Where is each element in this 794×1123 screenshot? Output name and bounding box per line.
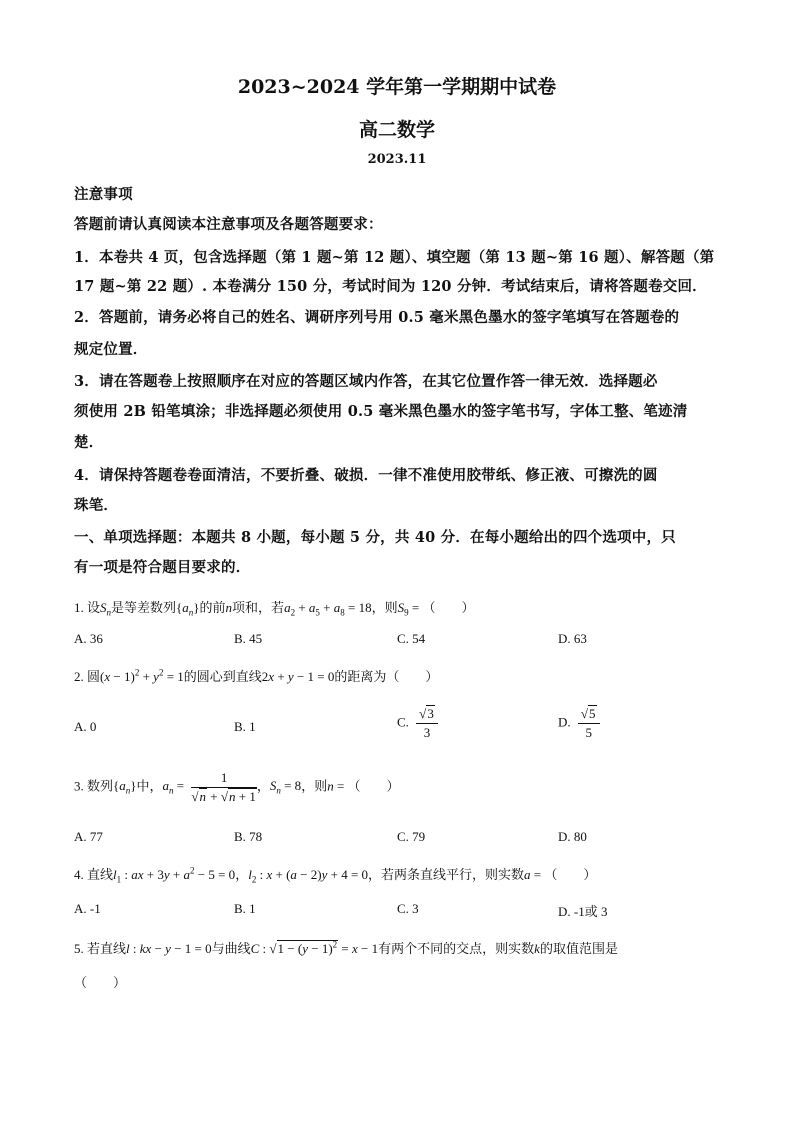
notice-intro: 答题前请认真阅读本注意事项及各题答题要求： xyxy=(74,216,383,233)
question-2 xyxy=(74,666,438,685)
q-text: 是等差数列 xyxy=(111,600,177,615)
notice-line: 1．本卷共 4 页，包含选择题（第 1 题~第 12 题）、填空题（第 13 题~第 16 题）、解答题（第 xyxy=(74,249,715,266)
question-3 xyxy=(74,770,400,805)
q-text: ，则 xyxy=(301,778,328,794)
q-text: 中， xyxy=(136,778,163,794)
q-text: 5. 若直线 xyxy=(74,941,127,956)
fraction: $\frac{√5}{5}$ xyxy=(578,706,600,741)
exam-subject: 高二数学 xyxy=(358,119,435,141)
option-d-label: D. xyxy=(558,714,571,730)
exam-date: 2023.11 xyxy=(367,152,427,167)
formula: $a_2 + a_5 + a_8 = 18$ xyxy=(284,600,372,618)
option-d: D. -1或 3 xyxy=(558,904,608,919)
formula: n xyxy=(225,600,233,615)
frac-num: 3 xyxy=(427,706,434,721)
option-a: A. 77 xyxy=(74,829,103,844)
q-text: 的前 xyxy=(199,600,226,615)
option-b: B. 1 xyxy=(234,901,256,916)
option-a: A. 0 xyxy=(74,719,97,734)
exam-title: 2023~2024 学年第一学期期中试卷 xyxy=(237,76,557,98)
notice-line: 楚． xyxy=(74,434,104,451)
formula: $a_n$ = xyxy=(162,778,188,797)
formula: l : kx − y − 1 = 0 xyxy=(126,941,212,956)
q-text: 与曲线 xyxy=(211,941,251,956)
q-text: ，若两条直线平行，则实数 xyxy=(368,867,525,882)
q-text: 1. 设 xyxy=(74,600,101,615)
q-text: （ ） xyxy=(422,600,475,615)
option-c: C. 3 xyxy=(397,901,419,916)
option-d: D. 63 xyxy=(558,631,587,646)
frac-num: 5 xyxy=(589,706,596,721)
formula: $l_1$ : ax + $3y + a^2 - 5 = 0$ xyxy=(113,865,236,885)
notice-line: 珠笔． xyxy=(74,497,119,514)
q-text: 项和，若 xyxy=(232,600,285,615)
option-c xyxy=(397,706,438,741)
formula: $(x - 1)^2 + y^2 = 1$ xyxy=(100,667,184,684)
q-text: ， xyxy=(235,867,249,882)
question-5 xyxy=(74,938,618,957)
q-text: ，则 xyxy=(371,600,398,615)
option-a: A. 36 xyxy=(74,631,103,646)
q-text: 的取值范围是 xyxy=(539,941,618,956)
question-4 xyxy=(74,864,596,885)
option-b: B. 1 xyxy=(234,719,256,734)
option-d: D. 80 xyxy=(558,829,587,844)
frac-den: √n + √n + 1 xyxy=(191,789,256,804)
notice-line: 4．请保持答题卷卷面清洁，不要折叠、破损．一律不准使用胶带纸、修正液、可擦洗的圆 xyxy=(74,467,658,484)
q-text: 4. 直线 xyxy=(74,867,114,882)
formula: C : $√1 - (y - 1)^2 = x - 1$ xyxy=(250,939,379,956)
q-text: （ ） xyxy=(544,867,597,882)
formula: $\{a_n\}$ xyxy=(176,600,200,618)
fraction: $\frac{√3}{3}$ xyxy=(416,706,438,741)
notice-line: 须使用 2B 铅笔填涂；非选择题必须使用 0.5 毫米黑色墨水的签字笔书写，字体工整、笔迹清 xyxy=(74,403,688,420)
option-c-label: C. xyxy=(397,714,409,730)
q-text: 3. 数列 xyxy=(74,778,114,794)
question-1 xyxy=(74,597,474,618)
section-heading: 一、单项选择题：本题共 8 小题，每小题 5 分，共 40 分．在每小题给出的四个选项中，只 xyxy=(74,529,676,546)
fraction xyxy=(191,770,256,805)
notice-heading: 注意事项 xyxy=(74,186,133,203)
option-d xyxy=(558,706,600,741)
notice-line: 17 题~第 22 题）. 本卷满分 150 分，考试时间为 120 分钟．考试结束后，请将答题卷交回． xyxy=(74,278,707,295)
q-text: 的圆心到直线 xyxy=(183,669,262,684)
q-text: 有两个不同的交点，则实数 xyxy=(378,941,535,956)
q-text: 2. 圆 xyxy=(74,669,101,684)
formula: $S_n$ xyxy=(100,600,112,618)
q-text: ， xyxy=(256,778,270,794)
formula: a = xyxy=(524,867,545,882)
formula: 2x + y − 1 = 0 xyxy=(261,669,335,684)
q-text: （ ） xyxy=(347,778,400,794)
formula: k xyxy=(534,941,540,956)
formula: $S_n = 8$ xyxy=(269,778,302,797)
frac-num: 1 xyxy=(191,770,256,788)
formula: $l_2$ : x + (a − 2)y + 4 = 0 xyxy=(248,867,369,885)
option-a: A. -1 xyxy=(74,901,101,916)
section-heading-cont: 有一项是符合题目要求的． xyxy=(74,559,251,576)
question-5-tail: （ ） xyxy=(74,975,127,990)
frac-den: 3 xyxy=(423,725,431,740)
notice-line: 规定位置． xyxy=(74,341,148,358)
frac-den: 5 xyxy=(585,725,592,740)
notice-line: 2．答题前，请务必将自己的姓名、调研序列号用 0.5 毫米黑色墨水的签字笔填写在答题卷的 xyxy=(74,309,680,326)
option-c: C. 54 xyxy=(397,631,426,646)
option-c: C. 79 xyxy=(397,829,426,844)
q-text: 的距离为（ ） xyxy=(334,669,439,684)
formula: $S_9$ = xyxy=(397,600,423,618)
option-b: B. 45 xyxy=(234,631,263,646)
formula: n = xyxy=(327,778,348,794)
notice-line: 3．请在答题卷上按照顺序在对应的答题区域内作答，在其它位置作答一律无效．选择题必 xyxy=(74,373,658,390)
formula: $\{a_n\}$ xyxy=(113,778,137,797)
option-b: B. 78 xyxy=(234,829,263,844)
